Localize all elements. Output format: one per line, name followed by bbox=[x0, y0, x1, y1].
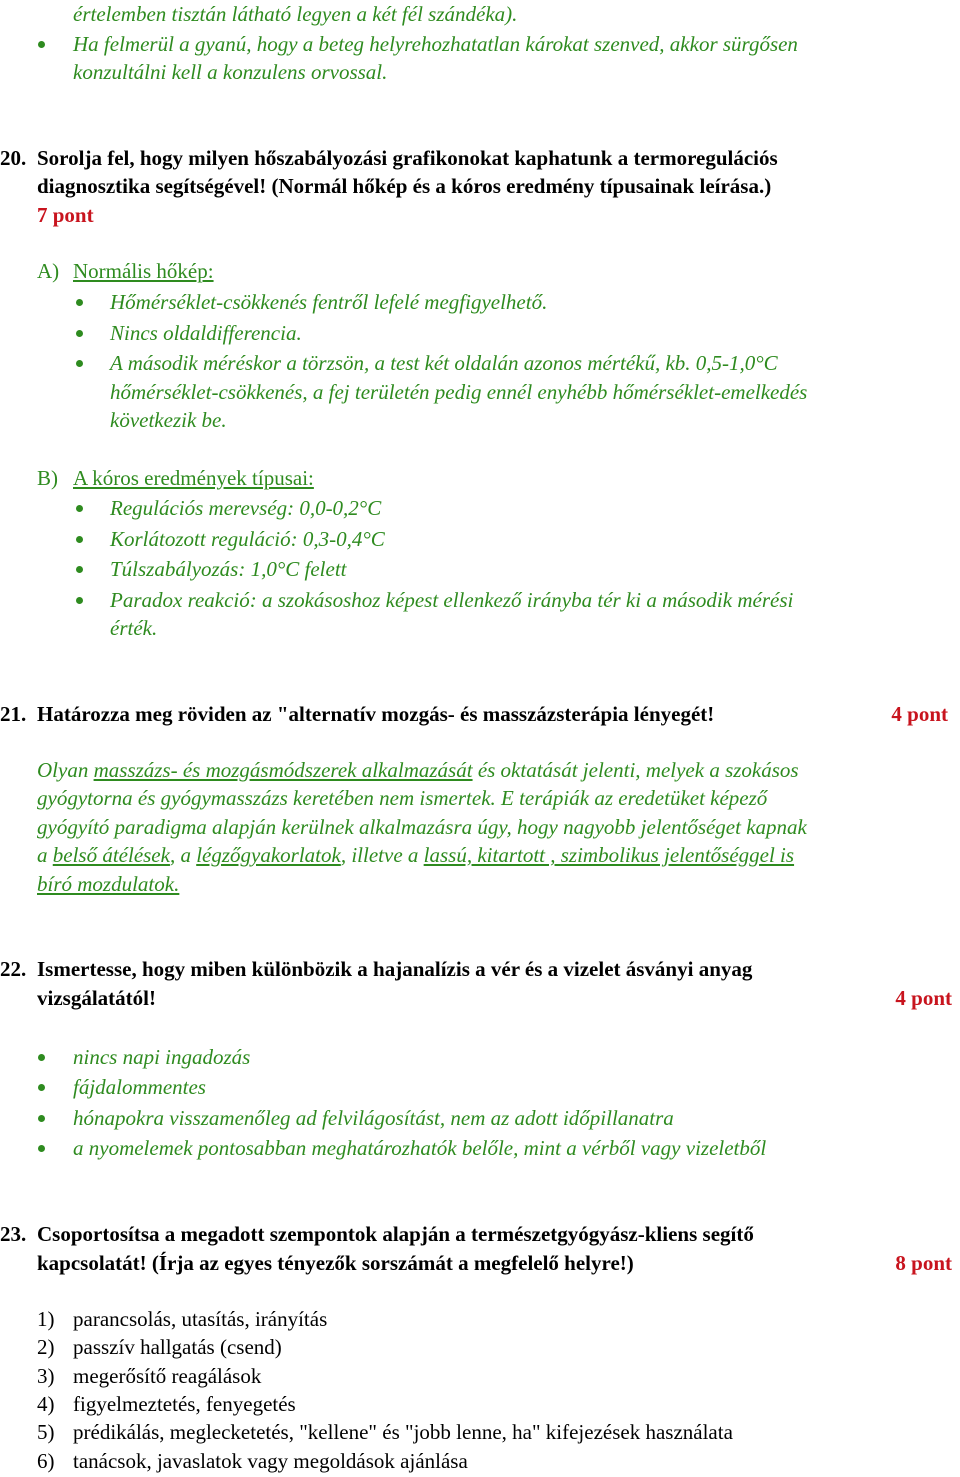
answer-text: , a bbox=[169, 843, 197, 867]
question-22-points: 4 pont bbox=[895, 986, 952, 1010]
question-20-text-line2: diagnosztika segítségével! (Normál hőkép és a kóros eredmény típusainak leírása.) bbox=[37, 174, 772, 198]
question-22-text: Ismertesse, hogy miben különbözik a hajanalízis a vér és a vizelet ásványi anyag bbox=[37, 957, 753, 981]
list-item: tanácsok, javaslatok vagy megoldások ajánlása bbox=[73, 1449, 468, 1473]
list-item: prédikálás, meglecketetés, "kellene" és "jobb lenne, ha" kifejezések használata bbox=[73, 1420, 733, 1444]
answer-text: és oktatását jelenti, melyek a szokásos bbox=[472, 758, 799, 782]
list-item: A második méréskor a törzsön, a test két oldalán azonos mértékű, kb. 0,5-1,0°C bbox=[110, 351, 778, 375]
question-21-text: Határozza meg röviden az "alternatív mozgás- és masszázsterápia lényegét! bbox=[37, 702, 715, 726]
answer-text: a bbox=[37, 843, 53, 867]
answer-underlined: belső átélések bbox=[52, 843, 170, 867]
list-item-continuation: konzultálni kell a konzulens orvossal. bbox=[73, 60, 388, 84]
bullet-icon bbox=[76, 505, 83, 512]
bullet-icon bbox=[76, 299, 83, 306]
section-a-title: Normális hőkép: bbox=[73, 259, 214, 283]
list-item: parancsolás, utasítás, irányítás bbox=[73, 1307, 328, 1331]
list-item: Ha felmerül a gyanú, hogy a beteg helyrehozhatatlan károkat szenved, akkor sürgősen bbox=[73, 32, 798, 56]
list-item: figyelmeztetés, fenyegetés bbox=[73, 1392, 296, 1416]
list-item: megerősítő reagálások bbox=[73, 1364, 262, 1388]
answer-21-line3: gyógyító paradigma alapján kerülnek alkalmazásra úgy, hogy nagyobb jelentőséget kapnak bbox=[37, 815, 807, 839]
continuation-text: értelemben tisztán látható legyen a két fél szándéka). bbox=[73, 2, 518, 26]
question-23-text-line2: kapcsolatát! (Írja az egyes tényezők sorszámát a megfelelő helyre!) bbox=[37, 1251, 634, 1275]
list-item: fájdalommentes bbox=[73, 1075, 206, 1099]
bullet-icon bbox=[76, 536, 83, 543]
bullet-icon bbox=[76, 566, 83, 573]
list-item-number: 4) bbox=[37, 1392, 55, 1416]
section-b-label: B) bbox=[37, 466, 58, 490]
list-item-continuation: következik be. bbox=[110, 408, 227, 432]
list-item: passzív hallgatás (csend) bbox=[73, 1335, 282, 1359]
bullet-icon bbox=[76, 330, 83, 337]
list-item-continuation: érték. bbox=[110, 616, 158, 640]
question-22-number: 22. bbox=[0, 957, 27, 981]
answer-21-line1 bbox=[37, 756, 799, 784]
answer-text: , illetve a bbox=[340, 843, 424, 867]
list-item-number: 3) bbox=[37, 1364, 55, 1388]
question-21-number: 21. bbox=[0, 702, 27, 726]
answer-underlined: lassú, kitartott , szimbolikus jelentőséggel is bbox=[423, 843, 795, 867]
list-item: a nyomelemek pontosabban meghatározhatók belőle, mint a vérből vagy vizeletből bbox=[73, 1136, 767, 1160]
list-item-number: 2) bbox=[37, 1335, 55, 1359]
question-23-text: Csoportosítsa a megadott szempontok alapján a természetgyógyász-kliens segítő bbox=[37, 1222, 754, 1246]
list-item: nincs napi ingadozás bbox=[73, 1045, 251, 1069]
bullet-icon bbox=[76, 360, 83, 367]
answer-21-line2: gyógytorna és gyógymasszázs keretében nem ismertek. E terápiák az eredetüket képező bbox=[37, 786, 768, 810]
list-item-number: 1) bbox=[37, 1307, 55, 1331]
question-20-text: Sorolja fel, hogy milyen hőszabályozási grafikonokat kaphatunk a termoregulációs bbox=[37, 146, 778, 170]
answer-21-line5: bíró mozdulatok. bbox=[37, 872, 180, 896]
answer-21-line4 bbox=[37, 841, 794, 869]
question-23-number: 23. bbox=[0, 1222, 27, 1246]
bullet-icon bbox=[38, 1054, 45, 1061]
section-b-title: A kóros eredmények típusai: bbox=[73, 466, 314, 490]
list-item-number: 5) bbox=[37, 1420, 55, 1444]
answer-text: Olyan bbox=[37, 758, 94, 782]
list-item: Nincs oldaldifferencia. bbox=[110, 321, 302, 345]
question-21-points: 4 pont bbox=[891, 702, 948, 726]
bullet-icon bbox=[76, 597, 83, 604]
bullet-icon bbox=[38, 1084, 45, 1091]
list-item: Hőmérséklet-csökkenés fentről lefelé megfigyelhető. bbox=[110, 290, 548, 314]
list-item: Paradox reakció: a szokásoshoz képest ellenkező irányba tér ki a második mérési bbox=[110, 588, 794, 612]
list-item-number: 6) bbox=[37, 1449, 55, 1473]
answer-underlined: légzőgyakorlatok bbox=[196, 843, 341, 867]
bullet-icon bbox=[38, 1115, 45, 1122]
question-20-points: 7 pont bbox=[37, 203, 94, 227]
question-22-text-line2: vizsgálatától! bbox=[37, 986, 156, 1010]
section-a-label: A) bbox=[37, 259, 60, 283]
question-23-points: 8 pont bbox=[895, 1251, 952, 1275]
list-item: Korlátozott reguláció: 0,3-0,4°C bbox=[110, 527, 385, 551]
bullet-icon bbox=[38, 1145, 45, 1152]
bullet-icon bbox=[38, 41, 45, 48]
list-item: Túlszabályozás: 1,0°C felett bbox=[110, 557, 347, 581]
answer-underlined: masszázs- és mozgásmódszerek alkalmazását bbox=[93, 758, 473, 782]
list-item: hónapokra visszamenőleg ad felvilágosítást, nem az adott időpillanatra bbox=[73, 1106, 674, 1130]
list-item: Regulációs merevség: 0,0-0,2°C bbox=[110, 496, 382, 520]
list-item-continuation: hőmérséklet-csökkenés, a fej területén pedig ennél enyhébb hőmérséklet-emelkedés bbox=[110, 380, 808, 404]
question-20-number: 20. bbox=[0, 146, 27, 170]
